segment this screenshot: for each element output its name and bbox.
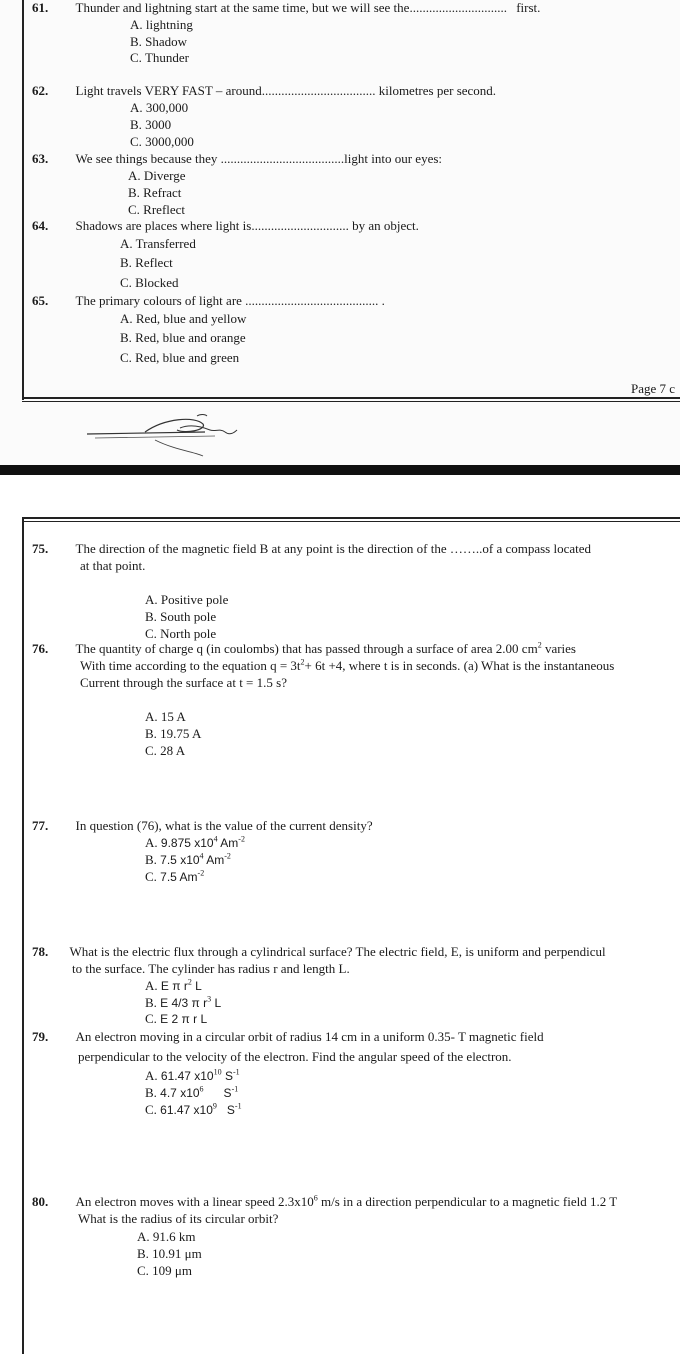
question-text-end: first. bbox=[516, 0, 541, 15]
question-79-line2: perpendicular to the velocity of the electron. Find the angular speed of the electron. bbox=[78, 1049, 512, 1064]
option-c: C. 3000,000 bbox=[130, 134, 194, 149]
option-a: A. 91.6 km bbox=[137, 1229, 196, 1244]
page-separator bbox=[0, 465, 680, 475]
question-text: An electron moves with a linear speed 2.3x10 bbox=[75, 1194, 314, 1209]
option-b: B. Refract bbox=[128, 185, 182, 200]
question-79 bbox=[32, 1029, 544, 1044]
question-63 bbox=[32, 151, 442, 166]
question-text-end: varies bbox=[541, 641, 576, 656]
option-b: B. Shadow bbox=[130, 34, 188, 49]
question-77 bbox=[32, 818, 373, 833]
question-78 bbox=[32, 944, 606, 959]
option-c: C. North pole bbox=[145, 626, 217, 641]
question-text: The primary colours of light are bbox=[75, 293, 242, 308]
superscript: 6 bbox=[313, 1193, 318, 1203]
page-bottom-rule-thin bbox=[22, 401, 680, 402]
question-text-end: by an object. bbox=[352, 218, 419, 233]
page-border-left bbox=[22, 517, 24, 1354]
page-border-left bbox=[22, 0, 24, 400]
question-number: 64. bbox=[32, 218, 49, 233]
option-b: B. 19.75 A bbox=[145, 726, 202, 741]
question-text-end: kilometres per second. bbox=[378, 83, 497, 98]
question-number: 61. bbox=[32, 0, 49, 15]
signature-drawing bbox=[85, 410, 265, 460]
question-text: We see things because they bbox=[75, 151, 218, 166]
answer-blank: ................................... bbox=[261, 83, 376, 98]
question-76-line2: With time according to the equation $q = 3t^2+ 6t +4$, where t is in seconds. (a) What is the instantaneous bbox=[80, 657, 615, 673]
question-text: Thunder and lightning start at the same time, but we will see the bbox=[75, 0, 410, 15]
answer-blank: .............................. bbox=[409, 0, 507, 15]
answer-blank: .............................. bbox=[251, 218, 349, 233]
question-number: 77. bbox=[32, 818, 49, 833]
page-top-rule-thin bbox=[22, 521, 680, 522]
question-number: 79. bbox=[32, 1029, 49, 1044]
question-76-line3: Current through the surface at t = 1.5 s? bbox=[80, 675, 287, 690]
option-c: C. 61.47 $x10^9$ $S^{-1}$ bbox=[145, 1101, 242, 1117]
option-c: C. 109 μm bbox=[137, 1263, 193, 1278]
question-text-line2: at that point. bbox=[80, 558, 146, 573]
option-c: C. 28 A bbox=[145, 743, 186, 758]
question-text: What is the electric flux through a cylindrical surface? The electric field, E, is uniform and perpendicul bbox=[69, 944, 606, 959]
option-a: A. Red, blue and yellow bbox=[120, 311, 247, 326]
question-text-end: . bbox=[381, 293, 385, 308]
question-text: Shadows are places where light is bbox=[75, 218, 252, 233]
question-number: 76. bbox=[32, 641, 49, 656]
question-80-line2: What is the radius of its circular orbit? bbox=[78, 1211, 279, 1226]
option-b: B. 3000 bbox=[130, 117, 172, 132]
question-text-end: light into our eyes: bbox=[344, 151, 443, 166]
question-text: In question (76), what is the value of the current density? bbox=[75, 818, 373, 833]
option-b: B. South pole bbox=[145, 609, 217, 624]
option-c: C. Red, blue and green bbox=[120, 350, 240, 365]
page-bottom-rule bbox=[22, 397, 680, 399]
question-text: The quantity of charge q (in coulombs) that has passed through a surface of area 2.00 cm bbox=[75, 641, 538, 656]
question-text: Light travels VERY FAST – around bbox=[75, 83, 262, 98]
question-75 bbox=[32, 541, 591, 556]
superscript: 2 bbox=[537, 640, 542, 650]
option-a: A. Positive pole bbox=[145, 592, 229, 607]
option-b: B. 4.7 $x10^6$ $S^{-1}$ bbox=[145, 1084, 239, 1100]
exam-page-physics bbox=[0, 475, 680, 1354]
answer-blank: ...................................... bbox=[220, 151, 345, 166]
question-65 bbox=[32, 293, 385, 308]
question-text-end: m/s in a direction perpendicular to a magnetic field 1.2 T bbox=[317, 1194, 618, 1209]
option-c: C. Blocked bbox=[120, 275, 179, 290]
question-number: 78. bbox=[32, 944, 49, 959]
superscript: 2 bbox=[300, 657, 305, 667]
question-number: 80. bbox=[32, 1194, 49, 1209]
option-a: A. 9.875 $x10^4$ $Am^{-2}$ bbox=[145, 834, 245, 850]
question-61 bbox=[32, 0, 540, 15]
question-number: 63. bbox=[32, 151, 49, 166]
answer-blank: ......................................... bbox=[245, 293, 379, 308]
option-a: A. 15 A bbox=[145, 709, 186, 724]
option-a: A. lightning bbox=[130, 17, 193, 32]
question-number: 65. bbox=[32, 293, 49, 308]
question-text: An electron moving in a circular orbit of radius 14 cm in a uniform 0.35- T magnetic field bbox=[75, 1029, 544, 1044]
option-b: B. 10.91 μm bbox=[137, 1246, 202, 1261]
option-c: C. 7.5 $Am^{-2}$ bbox=[145, 868, 205, 884]
option-c: C. Rreflect bbox=[128, 202, 186, 217]
option-c: C. Thunder bbox=[130, 50, 189, 65]
question-64 bbox=[32, 218, 419, 233]
option-a: A. 300,000 bbox=[130, 100, 189, 115]
question-80 bbox=[32, 1194, 617, 1209]
question-78-line2: to the surface. The cylinder has radius r and length L. bbox=[72, 961, 350, 976]
question-text: The direction of the magnetic field B at any point is the direction of the ……..of a compass located bbox=[75, 541, 592, 556]
option-a: A. E π $r^2$ L bbox=[145, 977, 202, 993]
question-number: 75. bbox=[32, 541, 49, 556]
option-b: B. E 4/3 π $r^3$ L bbox=[145, 994, 222, 1010]
exam-page-7 bbox=[0, 0, 680, 465]
page-number-footer: Page 7 c bbox=[631, 381, 676, 396]
question-76 bbox=[32, 641, 576, 656]
option-a: A. Diverge bbox=[128, 168, 186, 183]
question-number: 62. bbox=[32, 83, 49, 98]
option-a: A. 61.47 $x10^{10}$ $S^{-1}$ bbox=[145, 1067, 240, 1083]
option-b: B. Red, blue and orange bbox=[120, 330, 246, 345]
question-62 bbox=[32, 83, 496, 98]
option-a: A. Transferred bbox=[120, 236, 196, 251]
page-top-rule bbox=[22, 517, 680, 519]
option-b: B. 7.5 $x10^4$ $Am^{-2}$ bbox=[145, 851, 231, 867]
option-c: C. E 2 π r L bbox=[145, 1011, 208, 1026]
option-b: B. Reflect bbox=[120, 255, 173, 270]
